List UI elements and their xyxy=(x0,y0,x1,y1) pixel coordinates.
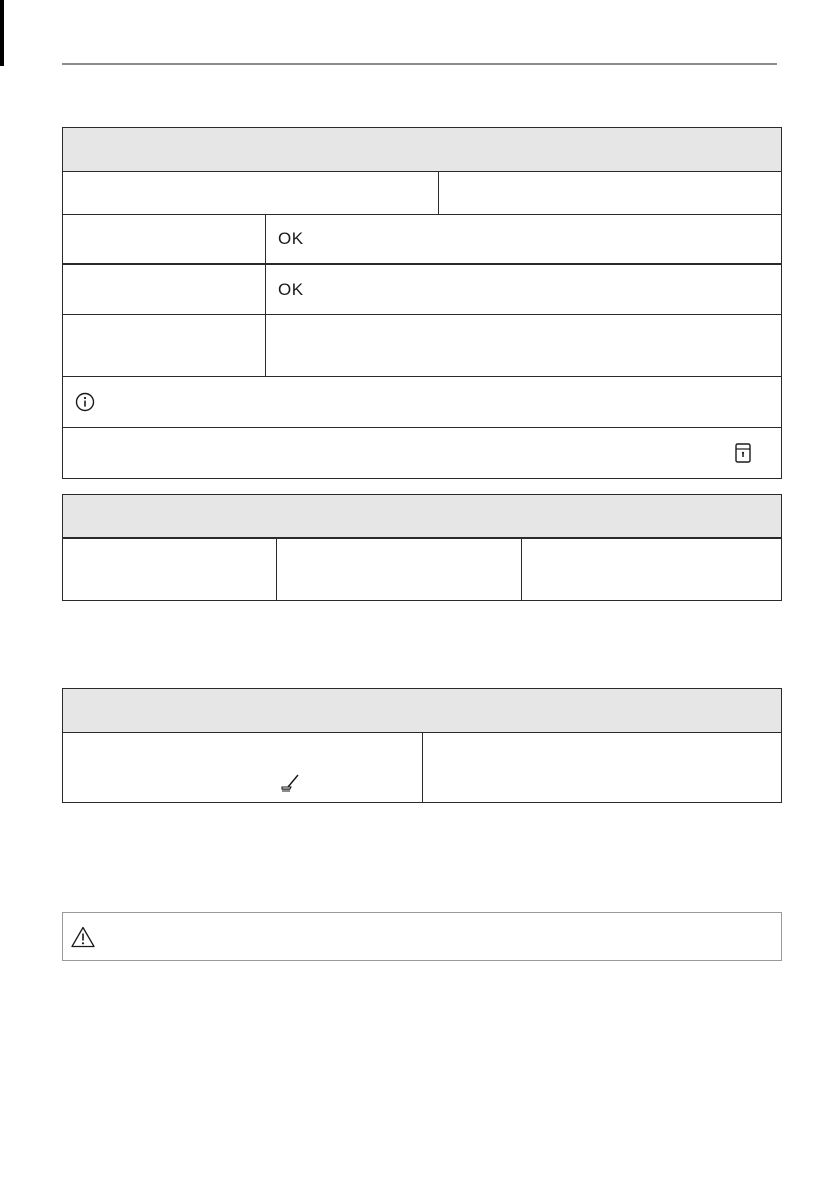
warning-box xyxy=(62,912,782,961)
settings-table-header xyxy=(63,128,781,172)
settings-table xyxy=(62,127,782,479)
cleaning-brush-icon xyxy=(279,772,301,794)
table-row xyxy=(63,539,781,600)
table-row xyxy=(63,733,781,802)
info-row xyxy=(63,377,781,428)
table-cell xyxy=(63,428,781,478)
info-cell xyxy=(63,377,781,427)
table-cell xyxy=(63,733,423,802)
table-row xyxy=(63,172,781,215)
table-cell xyxy=(423,733,781,802)
warning-icon xyxy=(71,926,95,948)
ok-icon: OK xyxy=(278,279,304,299)
table-row xyxy=(63,428,781,478)
table-cell xyxy=(439,172,781,214)
step-number-cell xyxy=(63,315,266,376)
step-number-cell xyxy=(63,215,266,263)
step-instruction-cell xyxy=(266,215,781,263)
table-cell xyxy=(63,172,439,214)
table-cell xyxy=(277,539,522,600)
table-cell xyxy=(522,539,781,600)
three-column-table xyxy=(62,494,782,601)
step-instruction-cell xyxy=(266,265,781,314)
table-row xyxy=(63,265,781,315)
page-edge-tab xyxy=(0,0,4,66)
info-icon xyxy=(75,392,95,412)
cleaning-table xyxy=(62,688,782,803)
step-number-cell xyxy=(63,265,266,314)
table-row xyxy=(63,315,781,377)
header-divider xyxy=(62,63,777,65)
door-lock-icon xyxy=(735,443,751,463)
three-column-table-header xyxy=(63,495,781,539)
ok-icon: OK xyxy=(278,229,304,248)
cleaning-table-header xyxy=(63,689,781,733)
step-instruction-cell xyxy=(266,315,781,376)
table-cell xyxy=(63,539,277,600)
table-row xyxy=(63,215,781,265)
